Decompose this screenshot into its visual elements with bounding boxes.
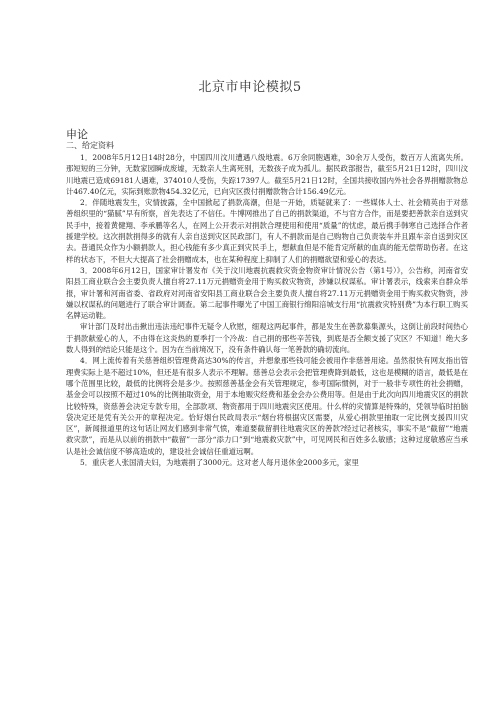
paragraph: 3．2008年6月12日，国家审计署发布《关于汶川地震抗震救灾资金物资审计情况公告（第1号）》，公告称，河南省安阳县工商业联合会主要负责人擅自将27.11万元捐赠资金用于购买救灾物资，涉嫌以权谋私。审计署表示，线索来自群众举报，审计署和河南省委、省政府对河南省安阳县工商业联合会主要负责人擅自将27.11万元捐赠资金用于购买救灾物资，涉嫌以权谋私的问题进行了联合审计调查。第二起事件曝光了中国工商银行绵阳涪城支行用“抗震救灾特别费”为本行职工购买名牌运动鞋。 (66, 265, 468, 321)
section-heading: 申论 (66, 128, 88, 141)
subsection-heading: 二、给定资料 (66, 141, 114, 150)
paragraph: 2．伴随地震发生，灾情披露，全中国掀起了捐款高潮，但是一开始，质疑就来了：一些媒体人士、社会精英由于对慈善组织里的“猫腻”早有所察，首先表达了不信任。牛博网推出了自己的捐款渠道，不与官方合作，而是要把善款亲自送到灾民手中，接着黄健翔、李承鹏等名人，在网上公开表示对捐款合理使用和使用“质量”的忧虑，最后携手韩寒自己选择合作者援建学校。这次捐款捐得多的就有人亲自送到灾区民政部门，有人不捐款而是自己购物自己负责装车并且跟车亲自送到灾区去。普通民众作为小额捐款人，担心钱能有多少真正到灾民手上，想献血但是不能肯定所献的血真的能无偿帮助伤者。在这样的状态下，不但大大提高了社会捐赠成本，也在某种程度上抑制了人们的捐赠欲望和爱心的表达。 (66, 198, 468, 264)
paragraph: 4．网上流传着有关慈善组织管理费高达30%的传言，并想象那些钱可能会被用作非慈善用途。虽然很快有网友指出管理费实际上是不超过10%，但还是有很多人表示不理解。慈善总会表示会把管理费降到最低，这也是模糊的语言，最低是在哪个范围里比较，最低的比例将会是多少。按照慈善基金会有关管理规定，参考国际惯例，对于一般非专项性的社会捐赠，基金会可以按照不超过10%的比例抽取资金，用于本地赈灾经费和基金会办公费用等。但是由于此次向四川地震灾区的捐款比较特殊，资慈善会决定专款专用，全部款项、物资都用于四川地震灾区使用。什么样的灾情算是特殊的，凭领导临时拍脑袋决定还是凭有关公开的章程决定。恰好烟台民政局表示“烟台将根据灾区需要，从爱心捐款里抽取一定比例支援四川灾区”，新闻报道里的这句话让网友们感到非常气愤，难道要截留捐往地震灾区的善款?经过记者核实，事实不是“截留”“地震救灾款”，而是从以前的捐款中“截留”一部分“添力口”到“地震救灾款”中，可见网民和百姓多么敏感；这种过度敏感应当承认是社会诚信度不够高造成的，建设社会诚信任重道远啊。 (66, 356, 468, 456)
paragraph: 1．2008年5月12日14时28分，中国四川汶川遭遇八级地震。6万余同胞遇难，30余万人受伤，数百万人流离失所。那短短的三分钟，无数家园瞬成废墟，无数亲人生离死别，无数孩子成为孤儿。据民政部报告，截至5月21日12时，四川汶川地震已造成69181人遇难，374010人受伤，失踪17397人。截至5月21日12时，全国共接收国内外社会各界捐赠款物总计467.40亿元，实际到账款物454.32亿元，已向灾区拨付捐赠款物合计156.49亿元。 (66, 153, 468, 196)
paragraph: 5．重庆老人张国清夫妇，为地震捐了3000元。这对老人每月退休金2000多元，家里 (80, 458, 359, 468)
document-body (66, 152, 468, 468)
paragraph: 审计部门及时出击揪出违法违纪事件无疑令人欣慰，细观这两起事件，都是发生在善款募集源头，这倒让前段时间热心于捐款献爱心的人，不由得在这炎热的夏季打一个冷战：自己捐的那些辛苦钱，到底是否全额支援了灾区？不知道！绝大多数人得到的结论只能是这个。因为在当前境况下，没有条件确认每一笔善款的确切流向。 (66, 322, 468, 355)
document-title: 北京市申论模拟5 (198, 80, 302, 95)
